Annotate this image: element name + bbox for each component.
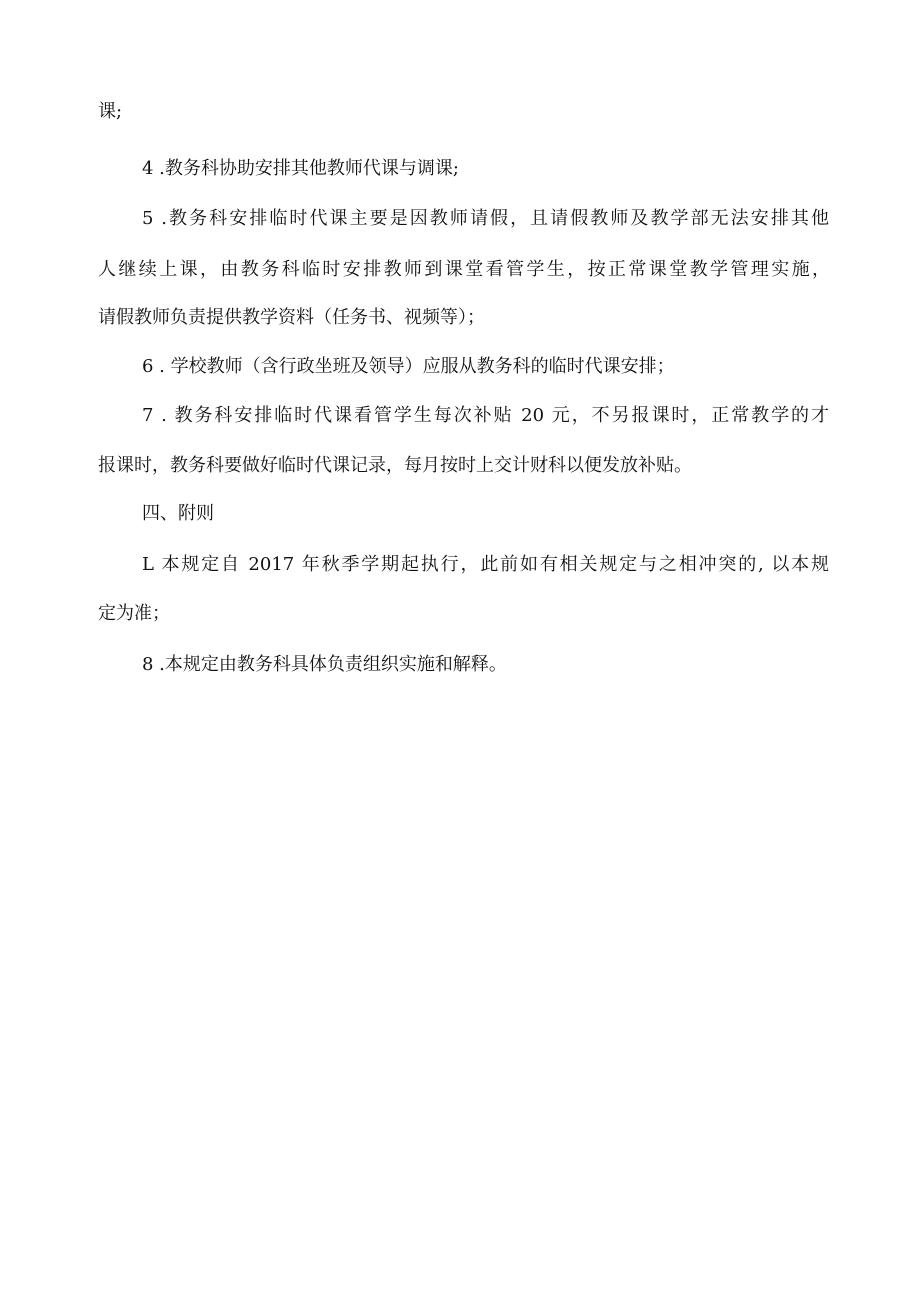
- appendix-item-1-line-2: 定为准；: [98, 603, 170, 624]
- text-line-continuation-class: 课;: [98, 101, 123, 122]
- item-5-line-3: 请假教师负责提供教学资料（任务书、视频等）；: [98, 307, 485, 328]
- appendix-item-1-line-1: L 本规定自 2017 年秋季学期起执行，此前如有相关规定与之相冲突的, 以本规: [142, 554, 829, 575]
- item-6-text: 6 . 学校教师（含行政坐班及领导）应服从教务科的临时代课安排；: [142, 356, 675, 377]
- item-8-text: 8 .本规定由教务科具体负责组织实施和解释。: [142, 654, 507, 675]
- item-7-line-1: 7 . 教务科安排临时代课看管学生每次补贴 20 元，不另报课时，正常教学的才: [142, 405, 829, 426]
- section-heading-appendix: 四、附则: [142, 503, 214, 524]
- item-4-text: 4 .教务科协助安排其他教师代课与调课;: [142, 158, 459, 179]
- item-7-line-2: 报课时，教务科要做好临时代课记录，每月按时上交计财科以便发放补贴。: [98, 455, 692, 476]
- item-5-line-2: 人继续上课，由教务科临时安排教师到课堂看管学生，按正常课堂教学管理实施，: [98, 259, 830, 280]
- item-5-line-1: 5 .教务科安排临时代课主要是因教师请假，且请假教师及教学部无法安排其他: [142, 208, 829, 229]
